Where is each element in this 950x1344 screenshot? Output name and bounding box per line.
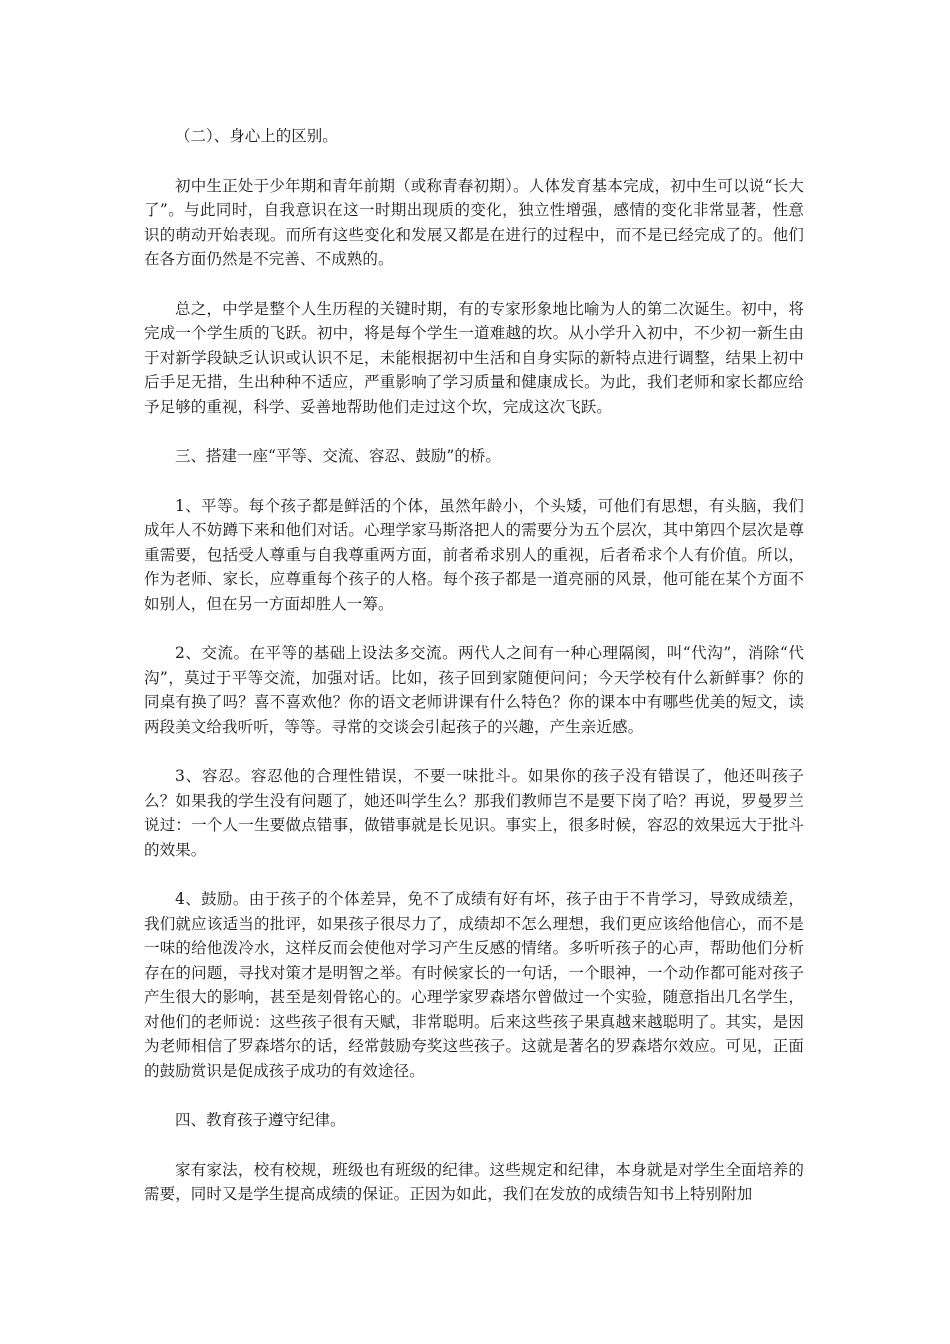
paragraph-tolerance: 3、容忍。容忍他的合理性错误，不要一味批斗。如果你的孩子没有错误了，他还叫孩子么？如果我的学生没有问题了，她还叫学生么？那我们教师岂不是要下岗了哈？再说，罗曼罗兰说过：一个人一生要做点错事，做错事就是长见识。事实上，很多时候，容忍的效果远大于批斗的效果。 xyxy=(144,767,804,859)
paragraph-rules: 家有家法，校有校规，班级也有班级的纪律。这些规定和纪律，本身就是对学生全面培养的需要，同时又是学生提高成绩的保证。正因为如此，我们在发放的成绩告知书上特别附加 xyxy=(144,1160,804,1203)
paragraph-equality: 1、平等。每个孩子都是鲜活的个体，虽然年龄小，个头矮，可他们有思想，有头脑，我们成年人不妨蹲下来和他们对话。心理学家马斯洛把人的需要分为五个层次，其中第四个层次是尊重需要，包括受人尊重与自我尊重两方面，前者希求别人的重视，后者希求个人有价值。所以，作为老师、家长，应尊重每个孩子的人格。每个孩子都是一道亮丽的风景，他可能在某个方面不如别人，但在另一方面却胜人一筹。 xyxy=(144,496,804,613)
section-heading-bridge: 三、搭建一座“平等、交流、容忍、鼓励”的桥。 xyxy=(175,447,501,465)
section-heading-discipline: 四、教育孩子遵守纪律。 xyxy=(175,1111,346,1129)
document-page xyxy=(144,124,804,1232)
paragraph-adolescence: 初中生正处于少年期和青年前期（或称青春初期）。人体发育基本完成，初中生可以说“长大了”。与此同时，自我意识在这一时期出现质的变化，独立性增强，感情的变化非常显著，性意识的萌动开始表现。而所有这些变化和发展又都是在进行的过程中，而不是已经完成了的。他们在各方面仍然是不完善、不成熟的。 xyxy=(144,176,804,268)
paragraph-summary: 总之，中学是整个人生历程的关键时期，有的专家形象地比喻为人的第二次诞生。初中，将完成一个学生质的飞跃。初中，将是每个学生一道难越的坎。从小学升入初中，不少初一新生由于对新学段缺乏认识或认识不足，未能根据初中生活和自身实际的新特点进行调整，结果上初中后手足无措，生出种种不适应，严重影响了学习质量和健康成长。为此，我们老师和家长都应给予足够的重视，科学、妥善地帮助他们走过这个坎，完成这次飞跃。 xyxy=(144,299,804,416)
section-heading-physical-mental: （二）、身心上的区别。 xyxy=(175,127,338,145)
paragraph-communication: 2、交流。在平等的基础上设法多交流。两代人之间有一种心理隔阂，叫“代沟”，消除“代沟”，莫过于平等交流，加强对话。比如，孩子回到家随便问问；今天学校有什么新鲜事？你的同桌有换了吗？喜不喜欢他？你的语文老师讲课有什么特色？你的课本中有哪些优美的短文，读两段美文给我听听，等等。寻常的交谈会引起孩子的兴趣，产生亲近感。 xyxy=(144,644,804,736)
paragraph-encouragement: 4、鼓励。由于孩子的个体差异，免不了成绩有好有坏，孩子由于不肯学习，导致成绩差，我们就应该适当的批评，如果孩子很尽力了，成绩却不怎么理想，我们更应该给他信心，而不是一味的给他泼冷水，这样反而会使他对学习产生反感的情绪。多听听孩子的心声，帮助他们分析存在的问题，寻找对策才是明智之举。有时候家长的一句话，一个眼神，一个动作都可能对孩子产生很大的影响，甚至是刻骨铭心的。心理学家罗森塔尔曾做过一个实验，随意指出几名学生，对他们的老师说：这些孩子很有天赋，非常聪明。后来这些孩子果真越来越聪明了。其实，是因为老师相信了罗森塔尔的话，经常鼓励夸奖这些孩子。这就是著名的罗森塔尔效应。可见，正面的鼓励赏识是促成孩子成功的有效途径。 xyxy=(144,890,804,1080)
